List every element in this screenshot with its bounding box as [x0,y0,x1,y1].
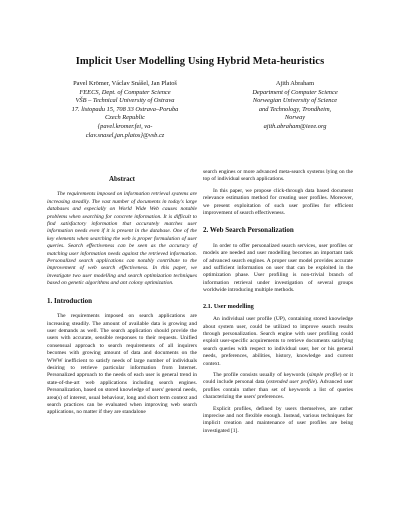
paper-title: Implicit User Modelling Using Hybrid Meta-heuristics [75,56,325,67]
email-line: clav.snasel,jan.platos}@vsb.cz [85,131,165,139]
affiliation-line: Norwegian University of Science [252,97,338,105]
text-run: The profile consists usually of keywords ( [213,371,309,378]
paragraph: In order to offer personalized search services, user profiles or models are needed and user modelling becomes an important task of advanced search engines. A proper user model provides accurate and sufficient information on user that can be exploited in the optimization phase. User profiling is non-trivial branch of information retrieval under investigation of several groups worldwide introducing multiple methods. [203,242,353,294]
paragraph: search engines or more advanced meta-search systems lying on the top of individual search applications. [203,169,353,183]
introduction-text: The requirements imposed on search applications are increasing steadily. The amount of available data is growing and user demands as well. The search application should provide the users with accurate, sensible responses to their requests. Unified consensual approach to search requirements of all inquirers becomes with growing amount of data and documents on the WWW inefficient to satisfy needs of large number of individuals desiring to retrieve particular information from Internet. Personalized approach to the needs of each user is general trend in state-of-the-art web applications including search engines. Personalization, based on stored knowledge of users' general needs, area(s) of interest, usual behaviour, long and short term context and search practices can be evaluated when improving web search applications, no matter if they are standalone [47,313,197,416]
section-heading-introduction: 1. Introduction [47,296,92,305]
author-header [40,80,370,140]
left-column [47,170,197,421]
paragraph: An individual user profile (UP), containing stored knowledge about system user, could be utilized to improve search results through personalization. Search engine with user profiling could exploit user-specific acquirements to retrieve documents satisfying search queries with respect to individual user, her or his general needs, preferences, abilities, history, knowledge and current context. [203,316,353,367]
paragraph: In this paper, we propose click-through data based document relevance estimation method for creating user profiles. Moreover, we present exploitation of such user profiles for efficient improvement of search effectiveness. [203,187,353,217]
author-block-left [40,80,210,140]
affiliation-line: VŠB – Technical University of Ostrava [75,97,175,105]
affiliation-line: Norway [284,114,306,122]
text-run: ) or it could include personal data ( [203,371,353,386]
paragraph [203,372,353,402]
affiliation-line: Department of Computer Science [252,88,338,96]
section-heading-web-search: 2. Web Search Personalization [203,226,294,235]
author-names-left: Pavel Krömer, Václav Snášel, Jan Platoš [73,80,177,87]
right-column [203,169,353,439]
text-run: ). Advanced user profiles contain rather than set of keywords a list of queries characterizing the users' preferences. [203,379,353,401]
italic-term: extended user profile [268,379,316,386]
paragraph: Explicit profiles, defined by users themselves, are rather imprecise and not flexible enough. Instead, various techniques for implicit creation and maintenance of user profiles are being investigated [1]. [203,405,353,434]
affiliation-line: and Technology, Trondheim, [258,105,332,113]
affiliation-line: FEECS, Dept. of Computer Science [79,88,171,96]
abstract-text: The requirements imposed on information retrieval systems are increasing steadily. The vast number of documents in today's large databases and especially on World Wide Web causes notable problems when searching for concrete information. It is difficult to find satisfactory information that accurately matches user information needs even if it is present in the database. One of the key elements when searching the web is proper formulation of user queries. Search effectiveness can be seen as the accuracy of matching user information needs against the retrieved information. Personalized search applications can notably contribute to the improvement of web search effectiveness. In this paper, we investigate two user modelling and search optimization techniques based on genetic algorithms and ant colony optimization. [47,191,197,287]
email-line: {pavel.kromer.fei, va- [97,122,153,130]
abstract-heading: Abstract [108,175,136,183]
author-block-right [220,80,370,140]
affiliation-line: Czech Republic [105,114,145,122]
subsection-heading-user-modelling: 2.1. User modelling [203,302,254,310]
italic-term: simple profile [308,371,340,378]
author-names-right: Ajith Abraham [275,80,315,87]
affiliation-line: 17. listopadu 15, 708 33 Ostrava–Poruba [71,105,179,113]
email-line: ajith.abraham@ieee.org [263,122,327,130]
